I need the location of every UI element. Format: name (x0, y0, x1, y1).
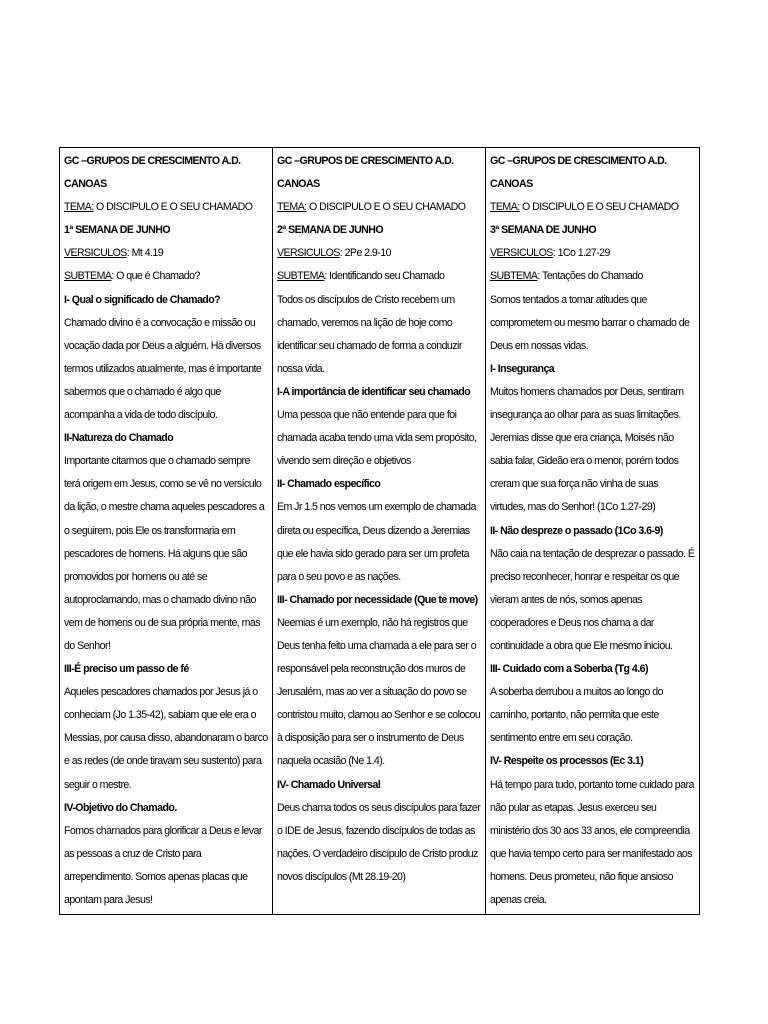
lesson-row (60, 148, 700, 915)
lesson-column-week-1 (60, 148, 273, 915)
group-header: GC –GRUPOS DE CRESCIMENTO A.D. CANOAS (64, 155, 241, 191)
group-header: GC –GRUPOS DE CRESCIMENTO A.D. CANOAS (490, 155, 667, 191)
section-heading: II- Não despreze o passado (1Co 3.6-9) (490, 524, 663, 537)
verses-value: : 1Co 1.27-29 (552, 247, 610, 260)
verses-value: : 2Pe 2.9-10 (339, 247, 391, 260)
subtema-value: : O que é Chamado? (111, 270, 200, 283)
section-heading: III-É preciso um passo de fé (64, 663, 189, 676)
subtema-value: : Tentações do Chamado (537, 270, 643, 283)
verses-line (64, 242, 268, 265)
section-heading: III- Chamado por necessidade (Que te move) (277, 593, 478, 606)
section-text: Neemias é um exemplo, não há registros que Deus tenha feito uma chamada a ele para ser o responsável pela reconstrução dos muros de Jerusalém, mas ao ver a situação do povo se contristou muito, clamou ao Senhor e se colocou à disposição para ser o instrumento de Deus naquela ocasião (Ne 1.4). (277, 616, 481, 768)
subtema-label: SUBTEMA (277, 270, 325, 283)
section-text: Uma pessoa que não entende para que foi chamada acaba tendo uma vida sem propósito, vivendo sem direção e objetivos (277, 409, 477, 468)
tema-line (490, 196, 695, 219)
verses-line (490, 242, 695, 265)
verses-line (277, 242, 481, 265)
tema-value: O DISCIPULO E O SEU CHAMADO (519, 201, 679, 214)
tema-label: TEMA: (490, 201, 520, 214)
subtema-value: : Identificando seu Chamado (324, 270, 445, 283)
verses-label: VERSICULOS (490, 247, 553, 260)
week-label: 3ª SEMANA DE JUNHO (490, 224, 597, 237)
subtema-line (490, 265, 695, 288)
week-label: 1ª SEMANA DE JUNHO (64, 224, 171, 237)
verses-label: VERSICULOS (64, 247, 127, 260)
lesson-column-week-3 (486, 148, 700, 915)
verses-label: VERSICULOS (277, 247, 340, 260)
intro-text: Somos tentados a tomar atitudes que comprometem ou mesmo barrar o chamado de Deus em nossas vidas. (490, 293, 690, 352)
section-heading: I-A importância de identificar seu chamado (277, 385, 471, 398)
section-text: Em Jr 1.5 nos vemos um exemplo de chamada direta ou específica, Deus dizendo a Jeremias que ele havia sido gerado para ser um profeta para o seu povo e as nações. (277, 501, 476, 583)
section-heading: II-Natureza do Chamado (64, 432, 174, 445)
section-heading: III- Cuidado com a Soberba (Tg 4.6) (490, 663, 648, 676)
subtema-label: SUBTEMA (64, 270, 112, 283)
subtema-line (277, 265, 481, 288)
week-label: 2ª SEMANA DE JUNHO (277, 224, 384, 237)
section-heading: II- Chamado específico (277, 478, 381, 491)
lesson-column-week-2 (273, 148, 486, 915)
section-text: Deus chama todos os seus discípulos para fazer o IDE de Jesus, fazendo discípulos de todas as nações. O verdadeiro discípulo de Cristo produz novos discípulos (Mt 28.19-20) (277, 801, 481, 883)
section-text: Fomos chamados para glorificar a Deus e levar as pessoas a cruz de Cristo para arrependimento. Somos apenas placas que apontam para Jesus! (64, 824, 262, 906)
tema-label: TEMA: (64, 201, 94, 214)
tema-value: O DISCIPULO E O SEU CHAMADO (306, 201, 466, 214)
section-text: A soberba derrubou a muitos ao longo do caminho, portanto, não permita que este sentimento entre em seu coração. (490, 686, 663, 745)
section-text: Muitos homens chamados por Deus, sentiram insegurança ao olhar para as suas limitações. Jeremias disse que era criança, Moisés não sabia falar, Gideão era o menor, porém todos creram que sua força não vinha de suas virtudes, mas do Senhor! (1Co 1.27-29) (490, 385, 684, 514)
group-header: GC –GRUPOS DE CRESCIMENTO A.D. CANOAS (277, 155, 454, 191)
tema-line (64, 196, 268, 219)
section-heading: I- Insegurança (490, 362, 555, 375)
tema-label: TEMA: (277, 201, 307, 214)
section-heading: IV- Respeite os processos (Ec 3.1) (490, 755, 644, 768)
section-text: Há tempo para tudo, portanto tome cuidado para não pular as etapas. Jesus exerceu seu ministério dos 30 aos 33 anos, ele compreendia que havia tempo certo para ser manifestado aos homens. Deus prometeu, não fique ansioso apenas creia. (490, 778, 694, 906)
section-text: Importante citarmos que o chamado sempre terá origem em Jesus, como se vê no versículo da lição, o mestre chama aqueles pescadores a o seguirem, pois Ele os transformaria em pescadores de homens. Há alguns que são promovidos por homens ou até se autoproclamando, mas o chamado divino não vem de homens ou de sua própria mente, mas do Senhor! (64, 455, 265, 652)
subtema-label: SUBTEMA (490, 270, 538, 283)
section-heading: IV-Objetivo do Chamado. (64, 801, 177, 814)
section-text: Aqueles pescadores chamados por Jesus já o conheciam (Jo 1.35-42), sabiam que ele era o Messias, por causa disso, abandonaram o barco e as redes (de onde tiravam seu sustento) para seguir o mestre. (64, 686, 268, 791)
section-heading: I- Qual o significado de Chamado? (64, 293, 221, 306)
tema-value: O DISCIPULO E O SEU CHAMADO (93, 201, 253, 214)
section-heading: IV- Chamado Universal (277, 778, 381, 791)
tema-line (277, 196, 481, 219)
section-text: Não caia na tentação de desprezar o passado. É preciso reconhecer, honrar e respeitar os que vieram antes de nós, somos apenas cooperadores e Deus nos chama a dar continuidade a obra que Ele mesmo iniciou. (490, 547, 695, 652)
section-text: Chamado divino é a convocação e missão ou vocação dada por Deus a alguém. Há diversos termos utilizados atualmente, mas é importante sabermos que o chamado é algo que acompanha a vida de todo discípulo. (64, 316, 262, 422)
subtema-line (64, 265, 268, 288)
verses-value: : Mt 4.19 (126, 247, 164, 260)
intro-text: Todos os discípulos de Cristo recebem um chamado, veremos na lição de hoje como identificar seu chamado de forma a conduzir nossa vida. (277, 293, 462, 375)
lesson-table (59, 147, 700, 915)
